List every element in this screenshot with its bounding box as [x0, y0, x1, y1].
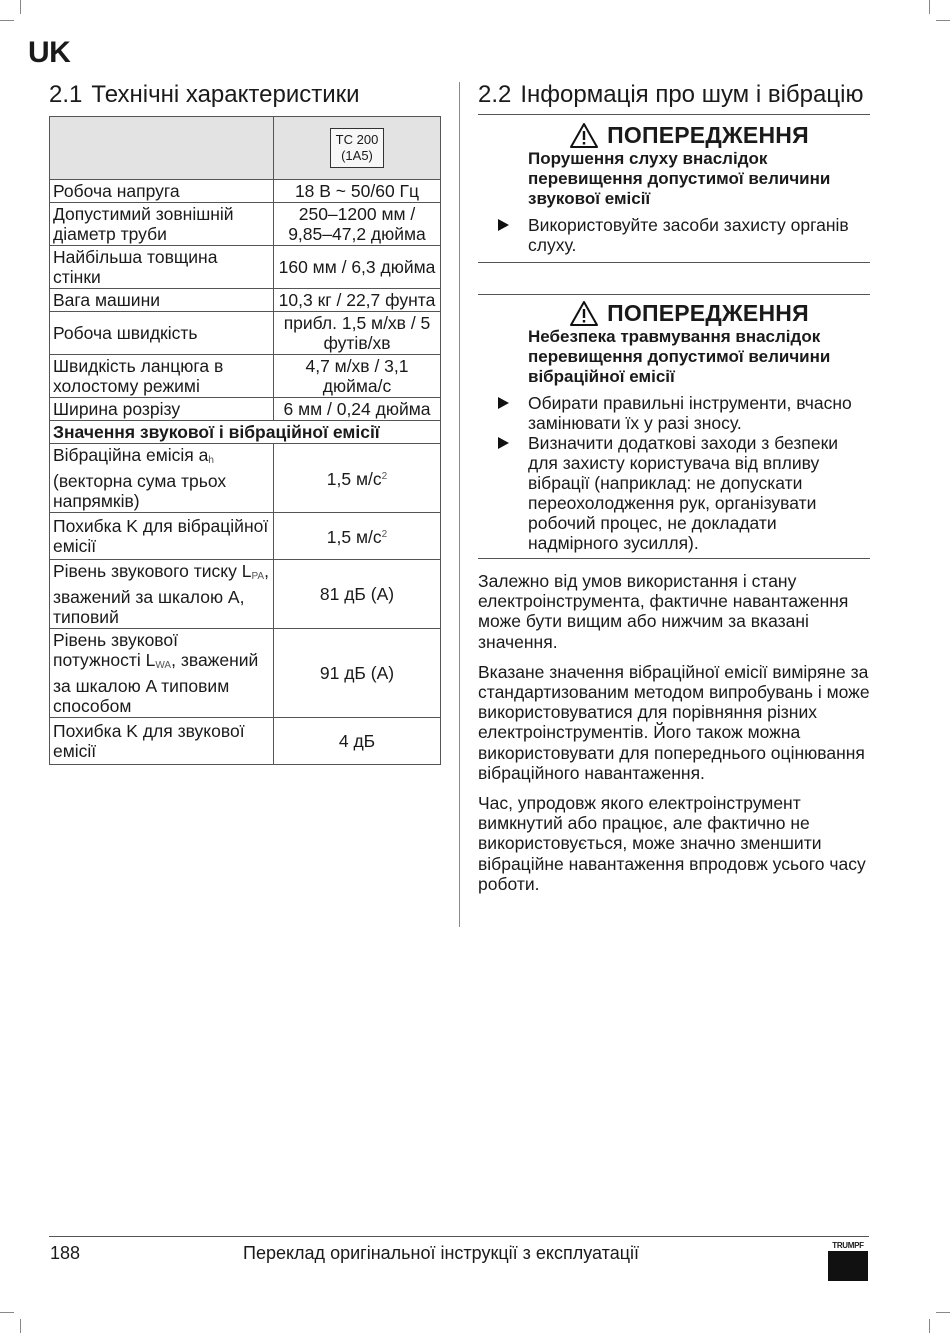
row-value: 160 мм / 6,3 дюйма: [274, 246, 441, 289]
footer-rule: [49, 1236, 869, 1237]
list-item: [478, 433, 870, 553]
row-label: Робоча напруга: [50, 180, 274, 203]
crop-mark: [0, 1312, 14, 1313]
section-number: 2.2: [478, 81, 512, 108]
emission-subheader: Значення звукової і вібраційної емісії: [50, 421, 441, 444]
row-label: Вага машини: [50, 289, 274, 312]
table-row: [50, 560, 441, 629]
table-row: [50, 718, 441, 765]
table-row: [50, 312, 441, 355]
table-row: [50, 355, 441, 398]
row-value: 4,7 м/хв / 3,1 дюйма/с: [274, 355, 441, 398]
page-number: 188: [50, 1243, 81, 1263]
section-rule: [478, 294, 870, 295]
paragraph: Залежно від умов використання і стану електроінструмента, фактичне навантаження може бути вищим або нижчим за вказані значення.: [478, 571, 849, 652]
row-value: 4 дБ: [274, 718, 441, 765]
row-label: [50, 629, 274, 718]
row-label: Робоча швидкість: [50, 312, 274, 355]
bullet-text: Обирати правильні інструменти, вчасно замінювати їх у разі зносу.: [528, 393, 852, 433]
logo-text: TRUMPF: [832, 1241, 864, 1250]
crop-mark: [20, 1319, 21, 1333]
technical-data-section: [49, 80, 441, 765]
model-code: (1A5): [341, 148, 373, 163]
row-label: [50, 560, 274, 629]
model-name: TC 200: [335, 132, 379, 147]
table-row: [50, 444, 441, 513]
paragraph: Час, упродовж якого електроінструмент вимкнутий або працює, але фактично не використовується, може значно зменшити вібраційне навантаження впродовж усього часу роботи.: [478, 793, 866, 894]
warning-title: ПОПЕРЕДЖЕННЯ: [607, 300, 809, 326]
label-subscript: h: [208, 455, 214, 466]
table-row: [50, 629, 441, 718]
row-value: 10,3 кг / 22,7 фунта: [274, 289, 441, 312]
warning-subtitle: Порушення слуху внаслідок перевищення допустимої величини звукової емісії: [528, 149, 831, 208]
section-heading-2-1: [49, 80, 441, 110]
table-row: [50, 513, 441, 560]
section-title: Технічні характеристики: [91, 81, 360, 108]
value-text: 1,5 м/с: [326, 469, 382, 489]
table-row: [50, 398, 441, 421]
bullet-arrow-icon: [498, 437, 509, 449]
label-text: (векторна сума трьох напрямків): [53, 471, 227, 511]
row-label: Похибка K для звукової емісії: [50, 718, 274, 765]
crop-mark: [929, 1319, 930, 1333]
warning-header: [478, 122, 870, 149]
label-subscript: WA: [155, 660, 172, 671]
value-text: 1,5 м/с: [326, 527, 382, 547]
crop-mark: [936, 1312, 950, 1313]
row-value: 18 В ~ 50/60 Гц: [274, 180, 441, 203]
table-header-row: [50, 117, 441, 180]
section-number: 2.1: [49, 81, 83, 108]
logo-block: [828, 1251, 868, 1281]
table-row: [50, 246, 441, 289]
row-label: Допустимий зовнішній діаметр труби: [50, 203, 274, 246]
label-text: , зважений за шкалою A типовим способом: [53, 650, 259, 716]
noise-vibration-section: [478, 80, 870, 894]
warning-vibration: [478, 300, 870, 553]
bullet-arrow-icon: [498, 219, 509, 231]
row-value: 6 мм / 0,24 дюйма: [274, 398, 441, 421]
bullet-text: Визначити додаткові заходи з безпеки для захисту користувача від впливу вібрації (наприклад: не допускати переохолодження рук, організувати робочий процес, не докладати надмірного зусилля).: [528, 433, 839, 553]
row-label: Похибка K для вібраційної емісії: [50, 513, 274, 560]
row-label: Найбільша товщина стінки: [50, 246, 274, 289]
value-superscript: 2: [381, 471, 388, 482]
trumpf-logo: [828, 1241, 868, 1281]
label-text: Рівень звукового тиску L: [53, 561, 252, 581]
column-divider: [459, 82, 460, 927]
paragraph: Вказане значення вібраційної емісії виміряне за стандартизованим методом випробувань і може використовуватися для порівняння різних електроінструментів. Його також можна використовувати для попереднього оцінювання вібраційного навантаження.: [478, 661, 870, 783]
technical-data-table: [49, 116, 441, 765]
row-value: 250–1200 мм / 9,85–47,2 дюйма: [274, 203, 441, 246]
row-value: 81 дБ (A): [274, 560, 441, 629]
row-label: Ширина розрізу: [50, 398, 274, 421]
warning-triangle-icon: [569, 300, 599, 327]
label-text: , зважений за шкалою A, типовий: [53, 561, 269, 627]
value-superscript: 2: [381, 529, 388, 540]
section-heading-2-2: [478, 80, 870, 110]
table-subheader-row: [50, 421, 441, 444]
footer-text: Переклад оригінальної інструкції з експлуатації: [243, 1243, 640, 1263]
table-row: [50, 289, 441, 312]
bullet-arrow-icon: [498, 397, 509, 409]
row-label: Швидкість ланцюга в холостому режимі: [50, 355, 274, 398]
section-title: Інформація про шум і вібрацію: [520, 81, 864, 108]
warning-triangle-icon: [569, 122, 599, 149]
label-text: Вібраційна емісія a: [53, 445, 209, 465]
warning-header: [478, 300, 870, 327]
warning-title: ПОПЕРЕДЖЕННЯ: [607, 122, 809, 148]
row-value: прибл. 1,5 м/хв / 5 футів/хв: [274, 312, 441, 355]
row-value: [274, 513, 441, 560]
crop-mark: [936, 20, 950, 21]
row-value: 91 дБ (A): [274, 629, 441, 718]
table-header-model: [274, 117, 441, 180]
label-subscript: PA: [251, 571, 265, 582]
table-row: [50, 180, 441, 203]
table-header-empty: [50, 117, 274, 180]
label-text: Рівень звукової потужності L: [53, 630, 179, 670]
warning-hearing: [478, 122, 870, 255]
bullet-text: Використовуйте засоби захисту органів слуху.: [528, 215, 849, 255]
warning-bullet-list: [478, 215, 870, 255]
list-item: [478, 393, 870, 433]
list-item: [478, 215, 870, 255]
warning-subtitle: Небезпека травмування внаслідок перевищення допустимої величини вібраційної емісії: [528, 327, 831, 386]
model-box: [330, 128, 384, 168]
section-rule: [478, 558, 870, 559]
language-code: UK: [28, 36, 71, 69]
section-rule: [478, 262, 870, 263]
section-rule: [478, 114, 870, 115]
crop-mark: [20, 0, 21, 14]
crop-mark: [929, 0, 930, 14]
warning-bullet-list: [478, 393, 870, 553]
crop-mark: [0, 20, 14, 21]
table-row: [50, 203, 441, 246]
row-label: [50, 444, 274, 513]
row-value: [274, 444, 441, 513]
